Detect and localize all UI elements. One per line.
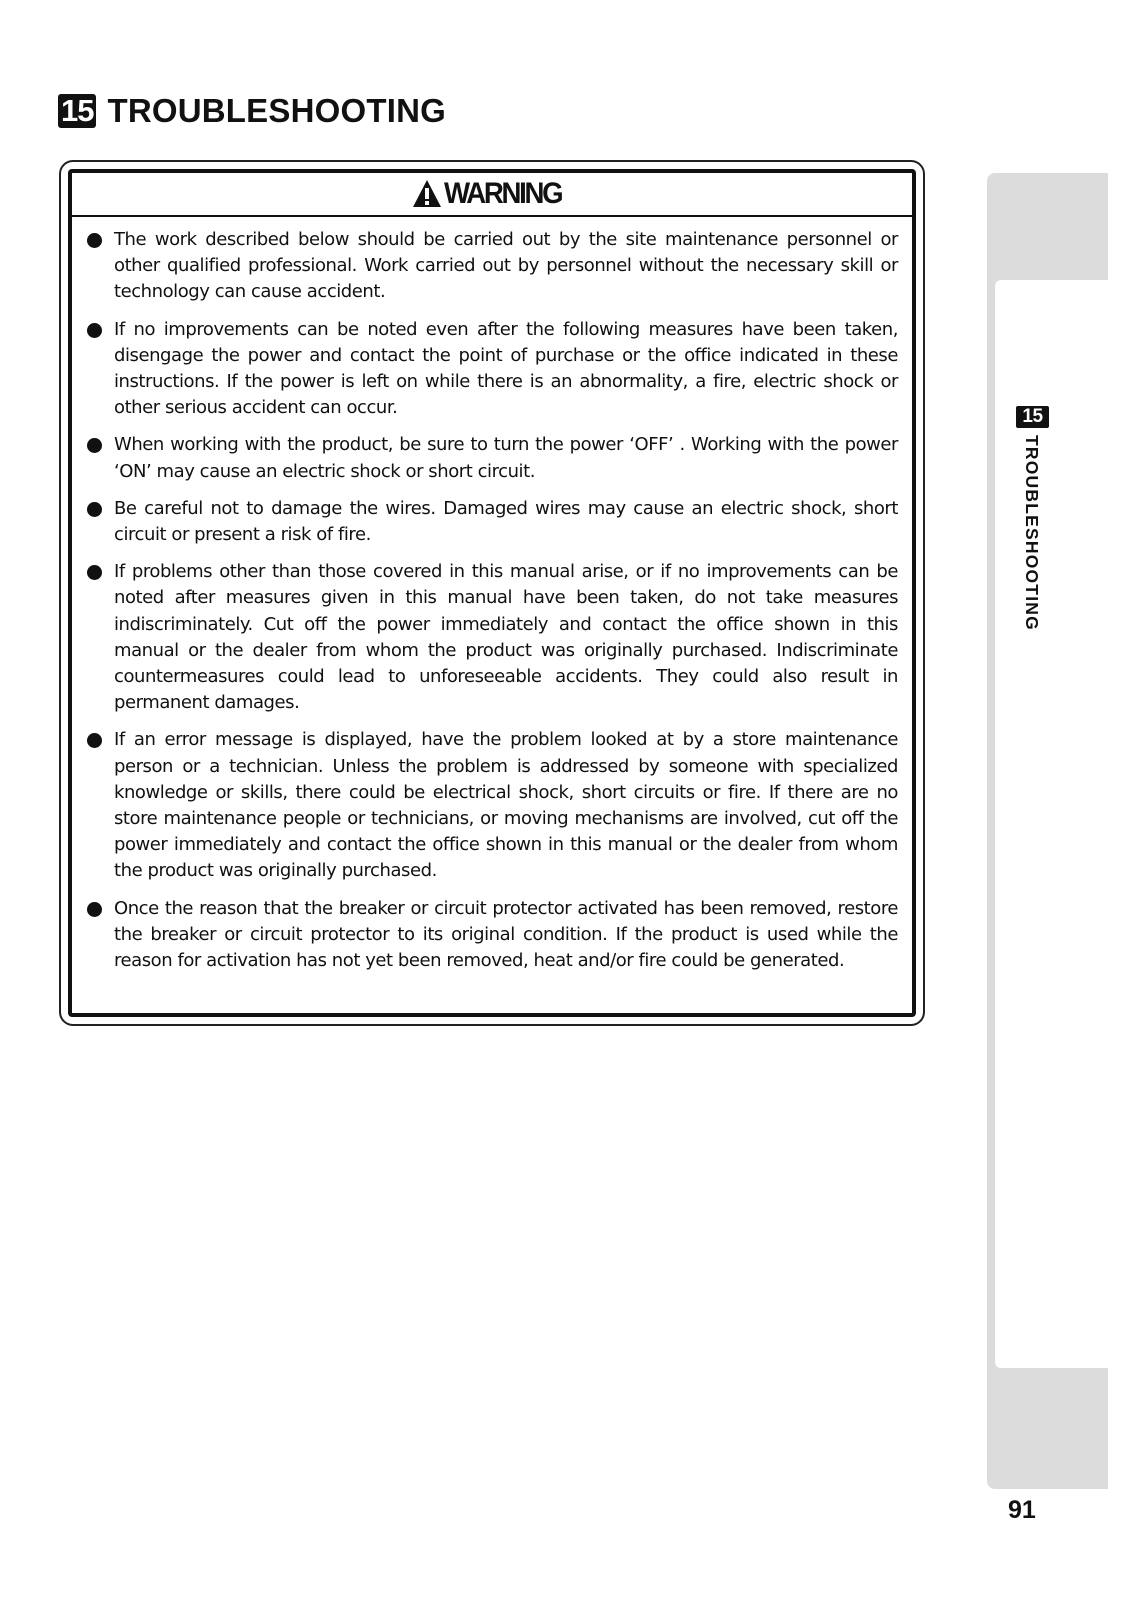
side-tab-label: TROUBLESHOOTING [1022, 435, 1042, 631]
bullet-icon [87, 565, 102, 580]
warning-box [59, 160, 925, 1026]
warning-box-inner [68, 169, 916, 1017]
bullet-icon [87, 733, 102, 748]
bullet-icon [87, 902, 102, 917]
section-heading [58, 92, 446, 130]
warning-item-text: Be careful not to damage the wires. Damaged wires may cause an electric shock, short circuit or present a risk of fire. [114, 497, 898, 546]
warning-item-text: If an error message is displayed, have the problem looked at by a store maintenance person or a technician. Unless the problem is addressed by someone with specialized knowledge or skills, there could be electrical shock, short circuits or fire. If there are no store maintenance people or technicians, or moving mechanisms are involved, cut off the power immediately and contact the office shown in this manual or the dealer from whom the product was originally purchased. [114, 729, 898, 882]
section-title: TROUBLESHOOTING [107, 92, 446, 129]
warning-item [86, 896, 898, 975]
warning-item [86, 432, 898, 484]
warning-item-text: If problems other than those covered in this manual arise, or if no improvements can be noted after measures given in this manual have been taken, do not take measures indiscriminately. Cut off the power immediately and contact the office shown in this manual or the dealer from whom the product was originally purchased. Indiscriminate countermeasures could lead to unforeseeable accidents. They could also result in permanent damages. [114, 561, 898, 714]
warning-triangle-icon [412, 179, 442, 209]
warning-header [72, 173, 912, 217]
side-tab-number-badge: 15 [1016, 406, 1049, 428]
warning-item-text: When working with the product, be sure to turn the power ‘OFF’ . Working with the power ‘ON’ may cause an electric shock or short circuit. [114, 434, 898, 482]
warning-item [86, 317, 898, 422]
warning-item [86, 227, 898, 306]
warning-item [86, 727, 898, 884]
warning-list [72, 217, 912, 974]
warning-item-text: Once the reason that the breaker or circuit protector activated has been removed, restore the breaker or circuit protector to its original condition. If the product is used while the reason for activation has not yet been removed, heat and/or fire could be generated. [114, 897, 898, 972]
bullet-icon [87, 502, 102, 517]
warning-item-text: The work described below should be carried out by the site maintenance personnel or other qualified professional. Work carried out by personnel without the necessary skill or technology can cause accident. [114, 229, 898, 303]
bullet-icon [87, 233, 102, 248]
chapter-side-tab [987, 173, 1108, 1489]
bullet-icon [87, 323, 102, 338]
section-number-badge: 15 [58, 94, 96, 128]
page-number: 91 [1008, 1496, 1036, 1524]
warning-item [86, 559, 898, 716]
bullet-icon [87, 438, 102, 453]
warning-item [86, 496, 898, 548]
warning-item-text: If no improvements can be noted even after the following measures have been taken, disengage the power and contact the point of purchase or the office indicated in these instructions. If the power is left on while there is an abnormality, a fire, electric shock or other serious accident can occur. [114, 318, 898, 419]
warning-label: WARNING [444, 177, 562, 210]
chapter-side-tab-panel [995, 280, 1108, 1368]
